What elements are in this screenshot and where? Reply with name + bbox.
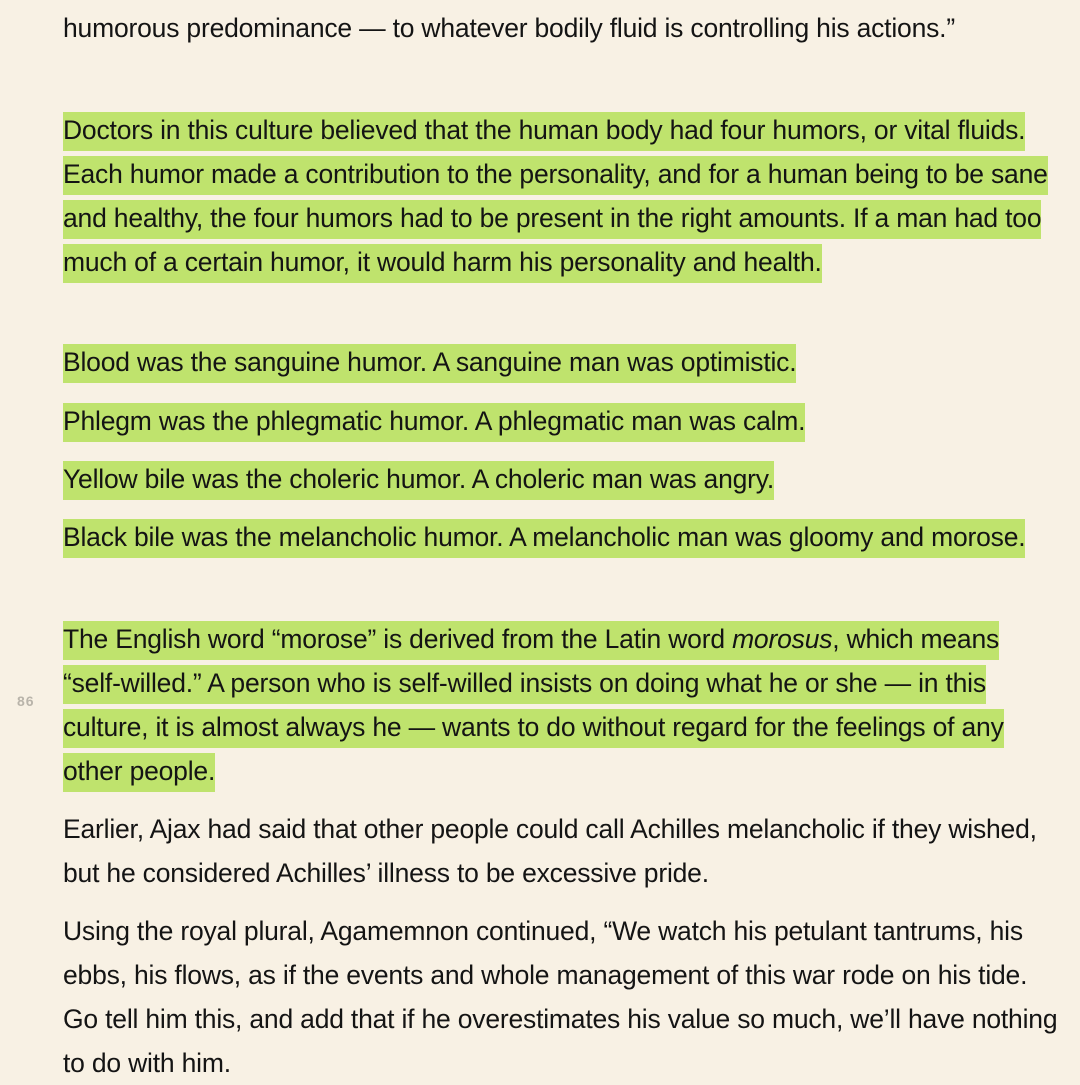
paragraph-text: humorous predominance — to whatever bodily fluid is controlling his actions.”: [63, 13, 955, 43]
text-highlight: [63, 621, 1004, 792]
highlighted-paragraph[interactable]: [63, 515, 1025, 559]
highlighted-paragraph[interactable]: [63, 617, 1063, 793]
text-highlight: Phlegm was the phlegmatic humor. A phlegmatic man was calm.: [63, 403, 805, 442]
text-highlight: Yellow bile was the choleric humor. A choleric man was angry.: [63, 461, 774, 500]
paragraph-text-after: , which means “self-willed.” A person who is self-willed insists on doing what he or she — in this culture, it is almost always he — wants to do without regard for the feelings of any other people.: [63, 624, 1004, 786]
highlighted-paragraph[interactable]: [63, 457, 774, 501]
paragraph-text: Using the royal plural, Agamemnon continued, “We watch his petulant tantrums, his ebbs, his flows, as if the events and whole management of this war rode on his tide. Go tell him this, and add that if he overestimates his value so much, we’ll have nothing to do with him.: [63, 916, 1058, 1078]
highlighted-paragraph[interactable]: [63, 399, 805, 443]
highlighted-paragraph[interactable]: [63, 108, 1063, 284]
text-highlight: Doctors in this culture believed that the human body had four humors, or vital fluids. Each humor made a contribution to the personality, and for a human being to be sane and healthy, the four humors had to be present in the right amounts. If a man had too much of a certain humor, it would harm his personality and health.: [63, 112, 1048, 283]
italic-latin-word: morosus: [732, 624, 833, 654]
highlighted-paragraph[interactable]: [63, 340, 796, 384]
text-highlight: Blood was the sanguine humor. A sanguine man was optimistic.: [63, 344, 796, 383]
paragraph-text-before: The English word “morose” is derived from the Latin word: [63, 624, 733, 654]
paragraph-text: Earlier, Ajax had said that other people could call Achilles melancholic if they wished, but he considered Achilles’ illness to be excessive pride.: [63, 814, 1037, 888]
page-number: 86: [17, 693, 35, 709]
text-highlight: Black bile was the melancholic humor. A melancholic man was gloomy and morose.: [63, 519, 1025, 558]
